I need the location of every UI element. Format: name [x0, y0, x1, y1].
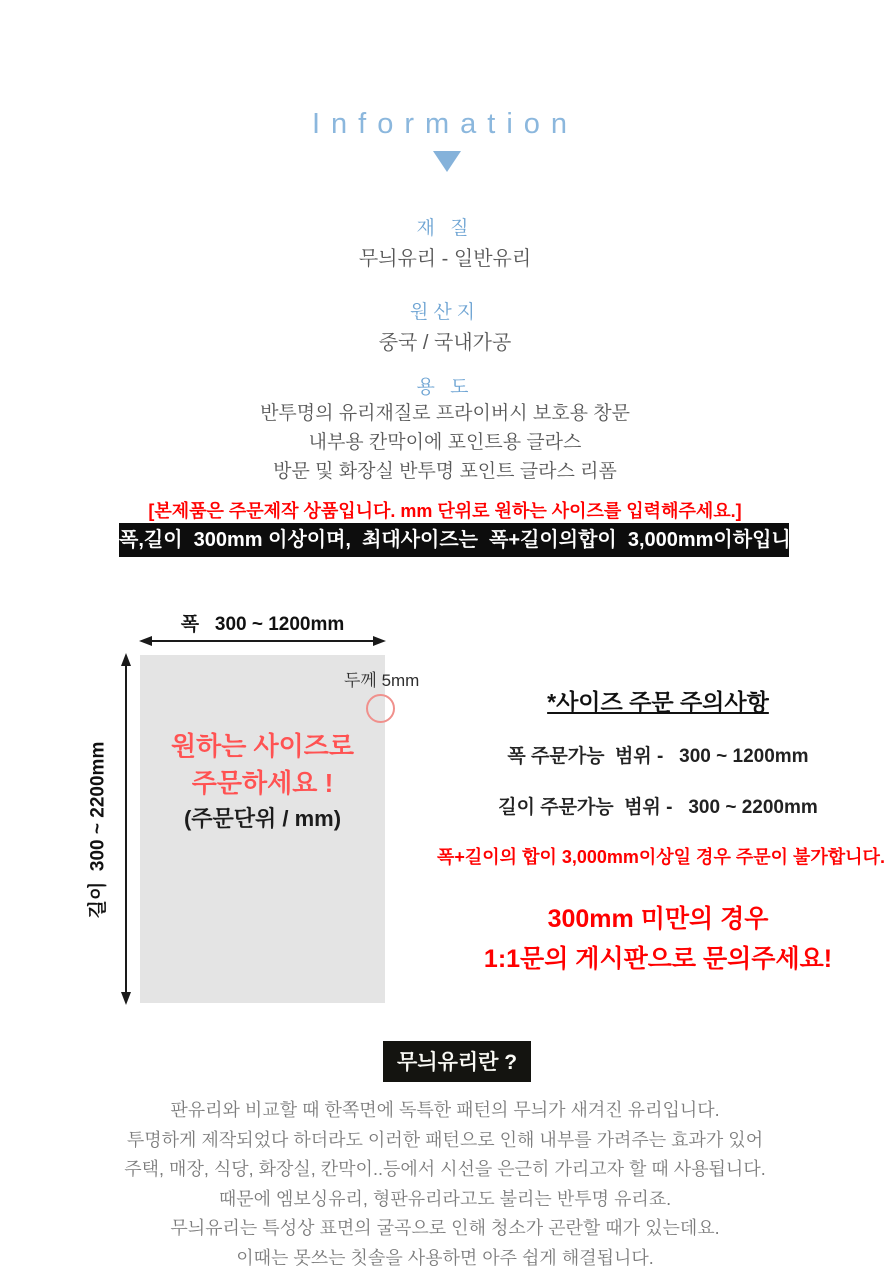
usage-section-label: 용 도	[416, 377, 474, 398]
pattern-glass-line: 주택, 매장, 식당, 화장실, 칸막이..등에서 시선을 은근히 가리고자 할 때 사용됩니다.	[124, 1159, 766, 1179]
usage-line: 반투명의 유리재질로 프라이버시 보호용 창문	[260, 403, 630, 424]
size-order-notice	[437, 684, 885, 979]
usage-lines	[0, 399, 890, 486]
size-limit-bar: 폭,길이 300mm 이상이며, 최대사이즈는 폭+길이의합이 3,000mm이하입니다.	[119, 523, 789, 557]
down-triangle-icon	[433, 151, 461, 172]
size-notice-title: *사이즈 주문 주의사항	[547, 689, 769, 715]
order-unit-label: (주문단위 / mm)	[183, 806, 342, 831]
length-arrow	[119, 653, 133, 1005]
thickness-label: 두께 5mm	[344, 671, 420, 690]
pattern-glass-line: 이때는 못쓰는 칫솔을 사용하면 아주 쉽게 해결됩니다.	[236, 1247, 654, 1268]
material-section-label: 재 질	[416, 218, 474, 239]
order-desired-size-line1: 원하는 사이즈로	[170, 731, 355, 761]
pattern-glass-badge: 무늬유리란 ?	[383, 1041, 531, 1082]
origin-value: 중국 / 국내가공	[378, 332, 512, 354]
custom-order-warning: [본제품은 주문제작 상품입니다. mm 단위로 원하는 사이즈를 입력해주세요.]	[148, 501, 742, 521]
pattern-glass-line: 무늬유리는 특성상 표면의 굴곡으로 인해 청소가 곤란할 때가 있는데요.	[170, 1218, 720, 1238]
origin-section-label: 원산지	[409, 302, 481, 323]
pattern-glass-line: 때문에 엠보싱유리, 형판유리라고도 불리는 반투명 유리죠.	[218, 1188, 672, 1209]
length-range-label: 길이 300 ~ 2200mm	[87, 741, 109, 919]
pattern-glass-line: 판유리와 비교할 때 한쪽면에 독특한 패턴의 무늬가 새겨진 유리입니다.	[170, 1100, 720, 1120]
width-arrow	[139, 634, 386, 648]
under-min-line1: 300mm 미만의 경우	[547, 905, 769, 933]
width-range-label: 폭 300 ~ 1200mm	[180, 614, 345, 635]
material-value: 무늬유리 - 일반유리	[358, 248, 532, 270]
pattern-glass-description	[0, 1096, 890, 1273]
pattern-glass-line: 투명하게 제작되었다 하더라도 이러한 패턴으로 인해 내부를 가려주는 효과가 있어	[126, 1129, 764, 1150]
length-order-range: 길이 주문가능 범위 - 300 ~ 2200mm	[498, 797, 818, 818]
under-min-line2: 1:1문의 게시판으로 문의주세요!	[483, 945, 833, 973]
width-order-range: 폭 주문가능 범위 - 300 ~ 1200mm	[507, 746, 809, 767]
usage-line: 내부용 칸막이에 포인트용 글라스	[308, 432, 582, 453]
glass-inner-text	[140, 728, 385, 836]
order-desired-size-line2: 주문하세요 !	[191, 768, 334, 798]
usage-line: 방문 및 화장실 반투명 포인트 글라스 리폼	[273, 461, 617, 482]
thickness-circle-icon	[366, 694, 395, 723]
page-title: Information	[311, 108, 579, 140]
under-minimum-notice	[437, 899, 879, 979]
sum-limit-warning: 폭+길이의 합이 3,000mm이상일 경우 주문이 불가합니다.	[437, 847, 885, 867]
